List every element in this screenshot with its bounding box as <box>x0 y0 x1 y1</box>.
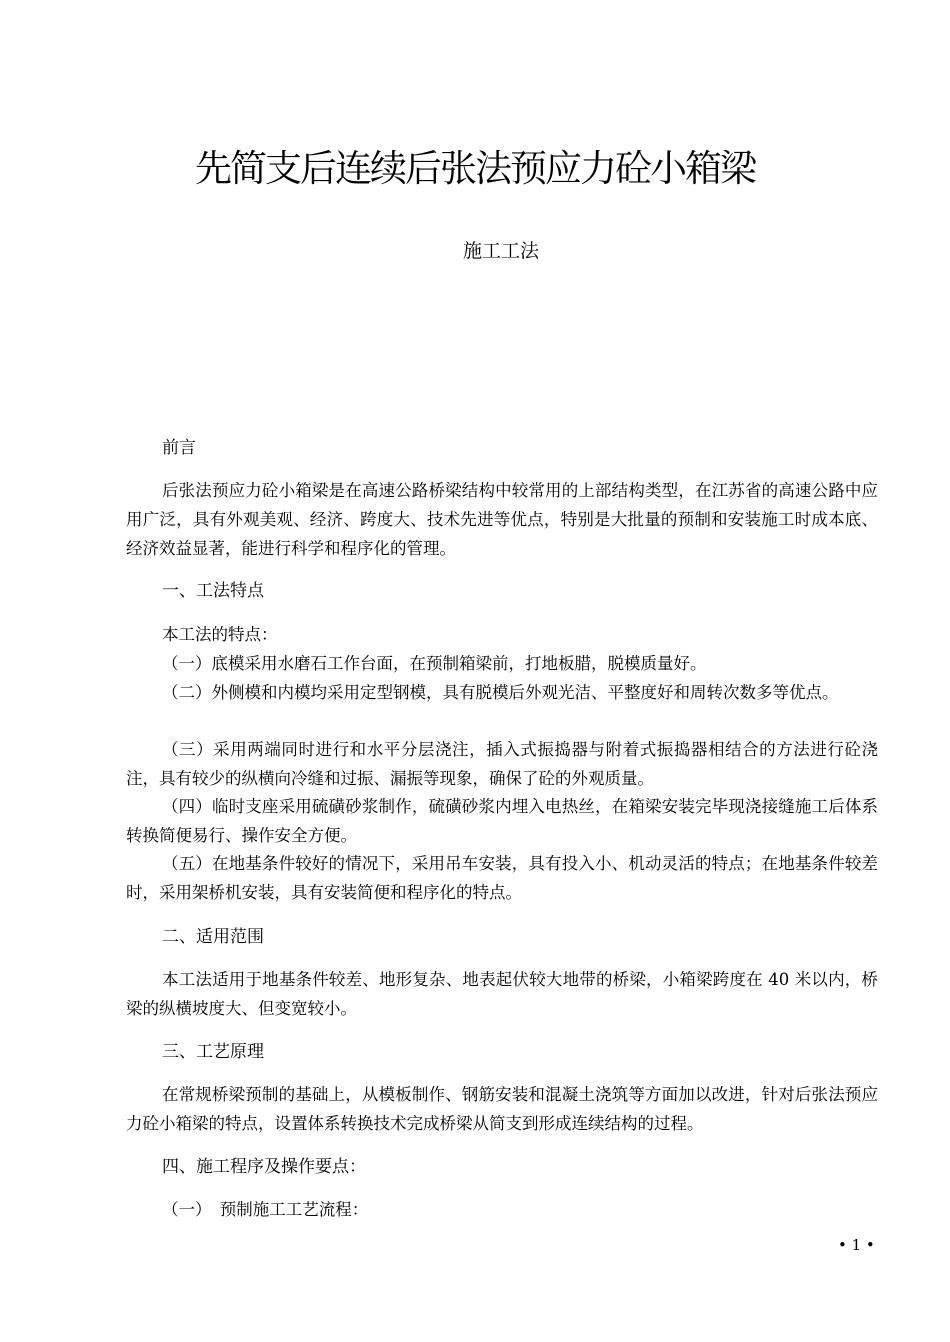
section-1-item: （五）在地基条件较好的情况下，采用吊车安装，具有投入小、机动灵活的特点；在地基条件较差时，采用架桥机安装，具有安装简便和程序化的特点。 <box>126 854 878 902</box>
section-4-subheading: （一） 预制施工工艺流程： <box>162 1200 369 1219</box>
section-2-paragraph: 本工法适用于地基条件较差、地形复杂、地表起伏较大地带的桥梁，小箱梁跨度在 40 米以内，桥梁的纵横坡度大、但变宽较小。 <box>126 970 878 1018</box>
section-1-item: （四）临时支座采用硫磺砂浆制作，硫磺砂浆内埋入电热丝，在箱梁安装完毕现浇接缝施工后体系转换简便易行、操作安全方便。 <box>126 797 878 845</box>
section-3-heading: 三、工艺原理 <box>162 1042 264 1062</box>
section-1-item: （一）底模采用水磨石工作台面，在预制箱梁前，打地板腊，脱模质量好。 <box>162 654 707 673</box>
section-2-heading: 二、适用范围 <box>162 927 264 947</box>
preface-paragraph: 后张法预应力砼小箱梁是在高速公路桥梁结构中较常用的上部结构类型，在江苏省的高速公路中应用广泛，具有外观美观、经济、跨度大、技术先进等优点，特别是大批量的预制和安装施工时成本底、经济效益显著，能进行科学和程序化的管理。 <box>126 481 878 558</box>
preface-heading: 前言 <box>162 438 196 458</box>
section-1-item: （三）采用两端同时进行和水平分层浇注，插入式振捣器与附着式振捣器相结合的方法进行砼浇注，具有较少的纵横向冷缝和过振、漏振等现象，确保了砼的外观质量。 <box>126 740 878 788</box>
section-1-heading: 一、工法特点 <box>162 581 264 601</box>
document-title: 先简支后连续后张法预应力砼小箱梁 <box>195 147 755 190</box>
section-4-heading: 四、施工程序及操作要点： <box>162 1157 366 1177</box>
section-3-paragraph: 在常规桥梁预制的基础上，从模板制作、钢筋安装和混凝土浇筑等方面加以改进，针对后张法预应力砼小箱梁的特点，设置体系转换技术完成桥梁从简支到形成连续结构的过程。 <box>126 1085 878 1133</box>
document-subtitle: 施工工法 <box>462 240 539 262</box>
section-1-item: （二）外侧模和内模均采用定型钢模，具有脱模后外观光洁、平整度好和周转次数多等优点。 <box>162 683 839 702</box>
page-number: • 1 • <box>838 1236 875 1254</box>
section-1-intro: 本工法的特点： <box>162 625 278 644</box>
